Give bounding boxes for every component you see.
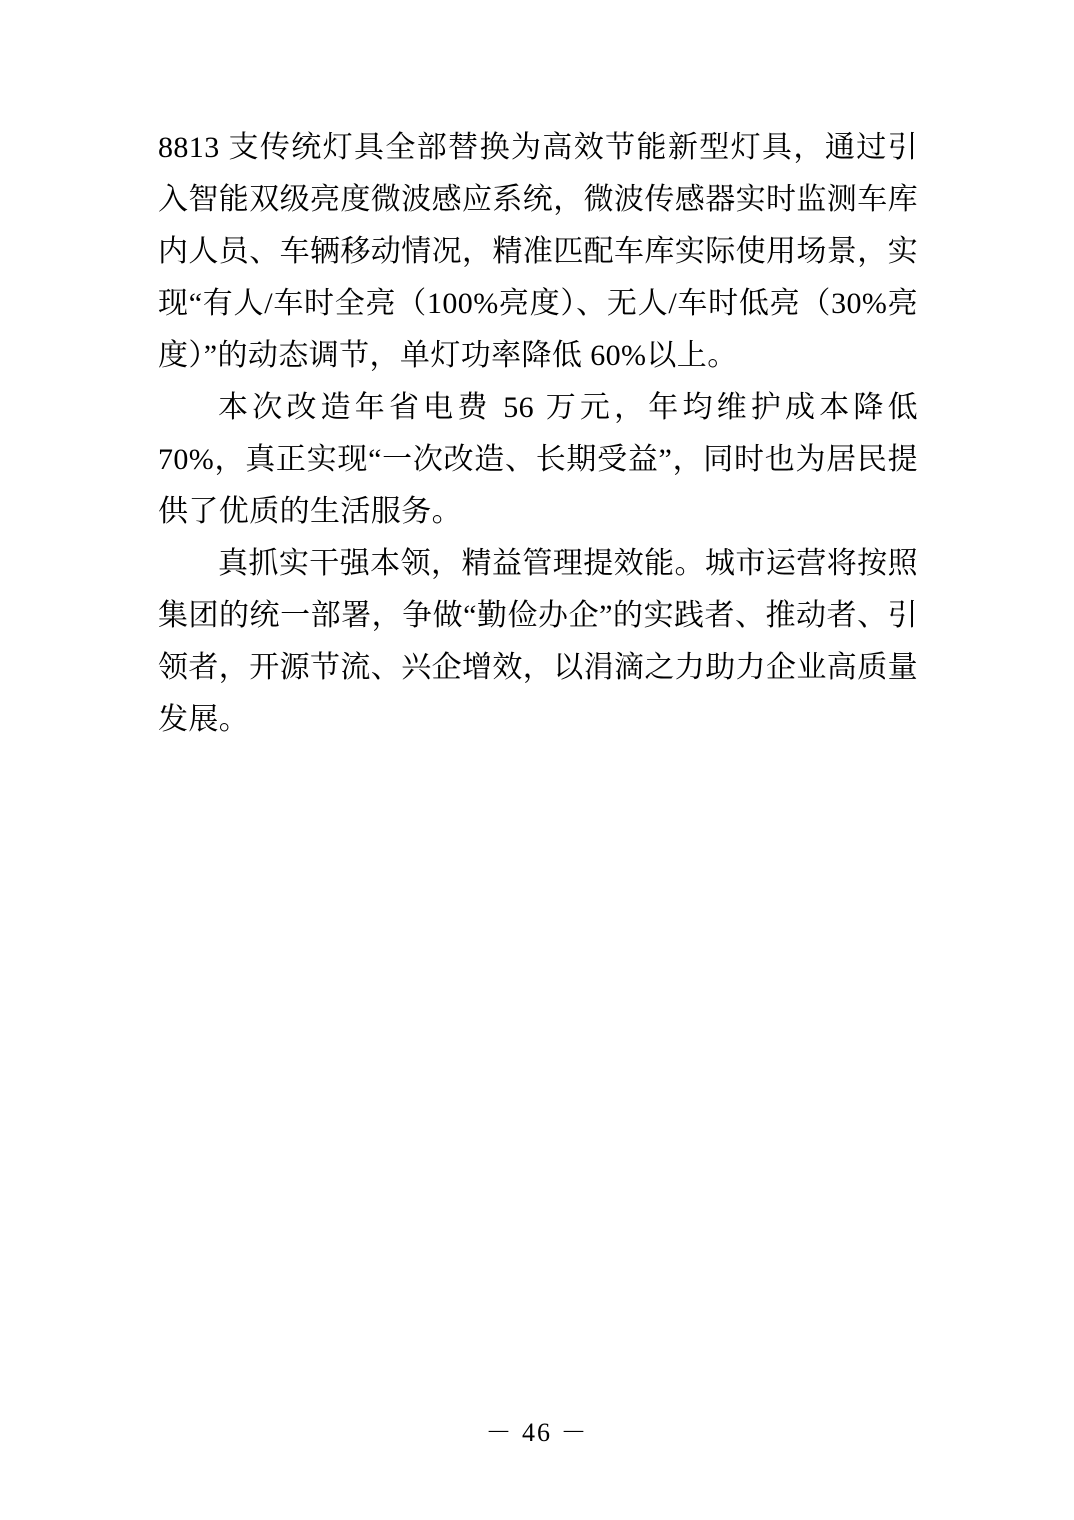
body-paragraph: 本次改造年省电费 56 万元，年均维护成本降低 70%，真正实现“一次改造、长期受益”，同时也为居民提供了优质的生活服务。 xyxy=(158,391,918,528)
body-paragraph: 8813 支传统灯具全部替换为高效节能新型灯具，通过引入智能双级亮度微波感应系统，微波传感器实时监测车库内人员、车辆移动情况，精准匹配车库实际使用场景，实现“有人/车时全亮（100%亮度）、无人/车时低亮（30%亮度）”的动态调节，单灯功率降低 60%以上。 xyxy=(158,131,918,372)
page-number: － 46 － xyxy=(485,1418,589,1447)
document-body xyxy=(158,122,918,746)
body-paragraph: 真抓实干强本领，精益管理提效能。城市运营将按照集团的统一部署，争做“勤俭办企”的实践者、推动者、引领者，开源节流、兴企增效，以涓滴之力助力企业高质量发展。 xyxy=(158,547,918,736)
